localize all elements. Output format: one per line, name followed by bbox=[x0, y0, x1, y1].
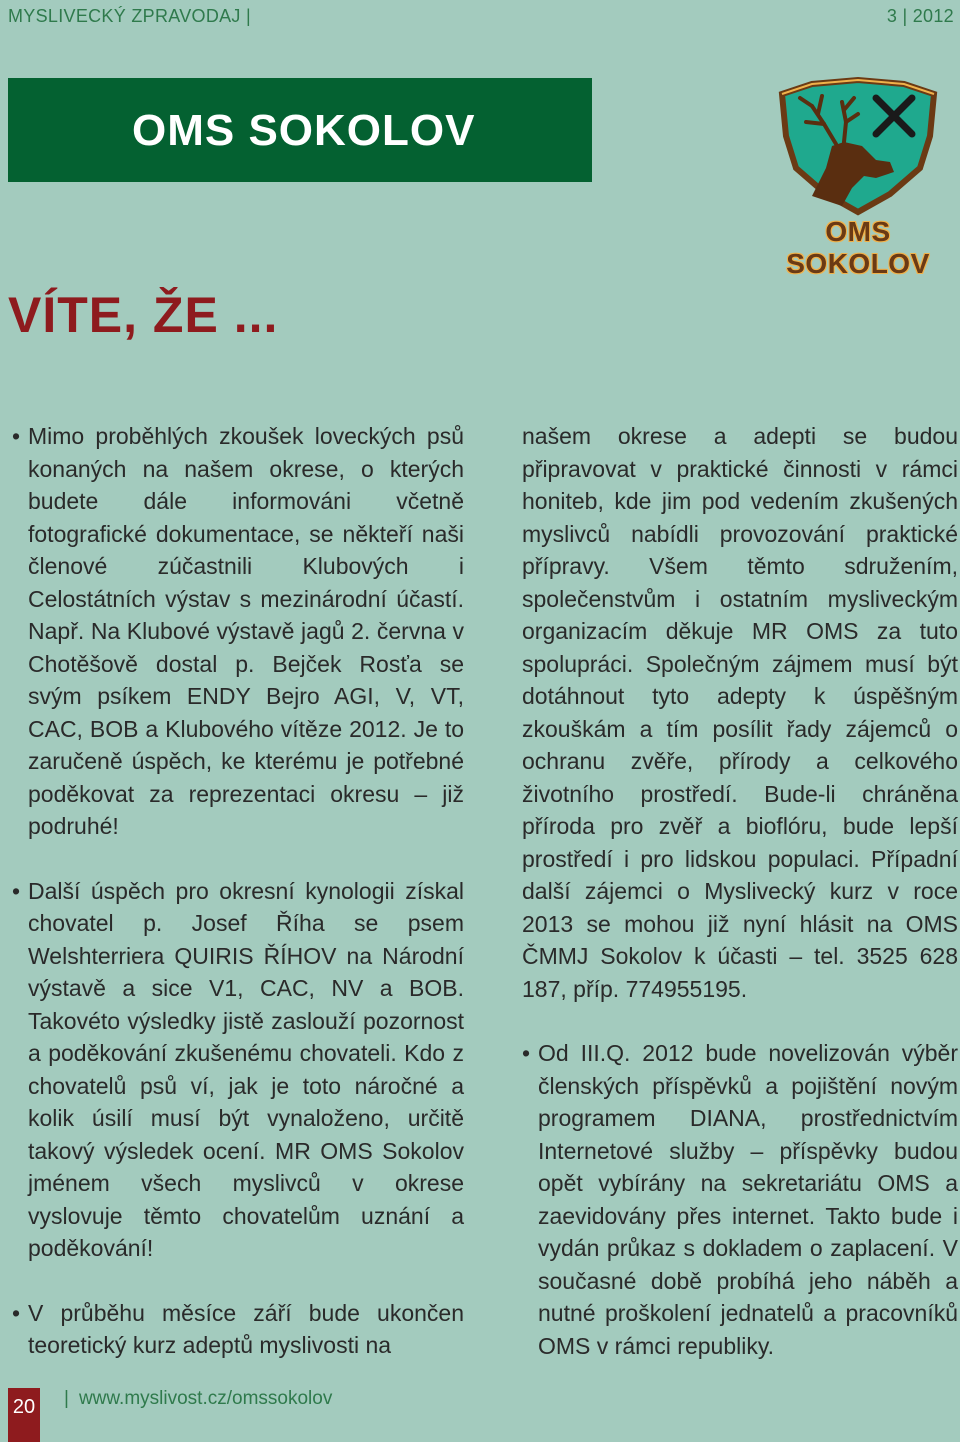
publication-name: MYSLIVECKÝ ZPRAVODAJ | bbox=[8, 6, 251, 26]
article-paragraph: • V průběhu měsíce září bude ukončen teoretický kurz adeptů myslivosti na bbox=[12, 1297, 464, 1362]
page-header bbox=[8, 4, 954, 30]
article-paragraph: • Další úspěch pro okresní kynologii získal chovatel p. Josef Říha se psem Welshterriera QUIRIS ŘÍHOV na Národní výstavě a sice V1, CAC, NV a BOB. Takovéto výsledky jistě zaslouží pozornost a poděkování zkušenému chovateli. Kdo z chovatelů psů ví, jak je toto náročné a kolik úsilí musí být vynaloženo, určitě takový výsledek ocení. MR OMS Sokolov jménem všech myslivců v okrese vyslovuje těmto chovatelům uznání a poděkování! bbox=[12, 875, 464, 1265]
logo-text: OMS SOKOLOV bbox=[786, 216, 930, 279]
footer-url[interactable] bbox=[64, 1388, 332, 1410]
footer-separator: | bbox=[64, 1388, 69, 1409]
right-column bbox=[522, 420, 958, 1362]
article-paragraph: • Od III.Q. 2012 bude novelizován výběr členských příspěvků a pojištění novým programem DIANA, prostřednictvím Internetové služby – příspěvky budou opět vybírány na sekretariátu OMS a zaevidovány přes internet. Takto bude i vydán průkaz s dokladem o zaplacení. V současné době probíhá jeho náběh a nutné proškolení jednatelů a pracovníků OMS v rámci republiky. bbox=[522, 1037, 958, 1362]
footer-url-text[interactable]: www.myslivost.cz/omssokolov bbox=[78, 1388, 333, 1409]
deer-shield-icon bbox=[772, 76, 944, 216]
article-paragraph: • Mimo proběhlých zkoušek loveckých psů konaných na našem okrese, o kterých budete dále informováni včetně fotografické dokumentace, se někteří naši členové zúčastnili Klubových i Celostátních výstav s mezinárodní účastí. Např. Na Klubové výstavě jagů 2. června v Chotěšově dostal p. Bejček Rosťa se svým psíkem ENDY Bejro AGI, V, VT, CAC, BOB a Klubového vítěze 2012. Je to zaručeně úspěch, ke kterému je potřebné poděkovat za reprezentaci okresu – již podruhé! bbox=[12, 420, 464, 843]
banner-title: OMS SOKOLOV bbox=[132, 106, 476, 155]
title-banner bbox=[8, 78, 592, 182]
page-number: 20 bbox=[8, 1388, 40, 1442]
oms-logo bbox=[760, 74, 956, 279]
issue-number: 3 | 2012 bbox=[886, 6, 954, 26]
section-title: VÍTE, ŽE ... bbox=[8, 287, 279, 343]
left-column bbox=[12, 420, 464, 1362]
article-paragraph: našem okrese a adepti se budou připravovat v praktické činnosti v rámci honiteb, kde jim pod vedením zkušených myslivců nabídli provozování praktické přípravy. Všem těmto sdružením, společenstvům i ostatním mysliveckým organizacím děkuje MR OMS za tuto spolupráci. Společným zájmem musí být dotáhnout tyto adepty k úspěšným zkouškám a tím posílit řady zájemců o ochranu zvěře, přírody a celkového životního prostředí. Bude-li chráněna příroda pro zvěř a bioflóru, bude lepší prostředí i pro lidskou populaci. Případní další zájemci o Myslivecký kurz v roce 2013 se mohou již nyní hlásit na OMS ČMMJ Sokolov k účasti – tel. 3525 628 187, příp. 774955195. bbox=[522, 423, 958, 1002]
